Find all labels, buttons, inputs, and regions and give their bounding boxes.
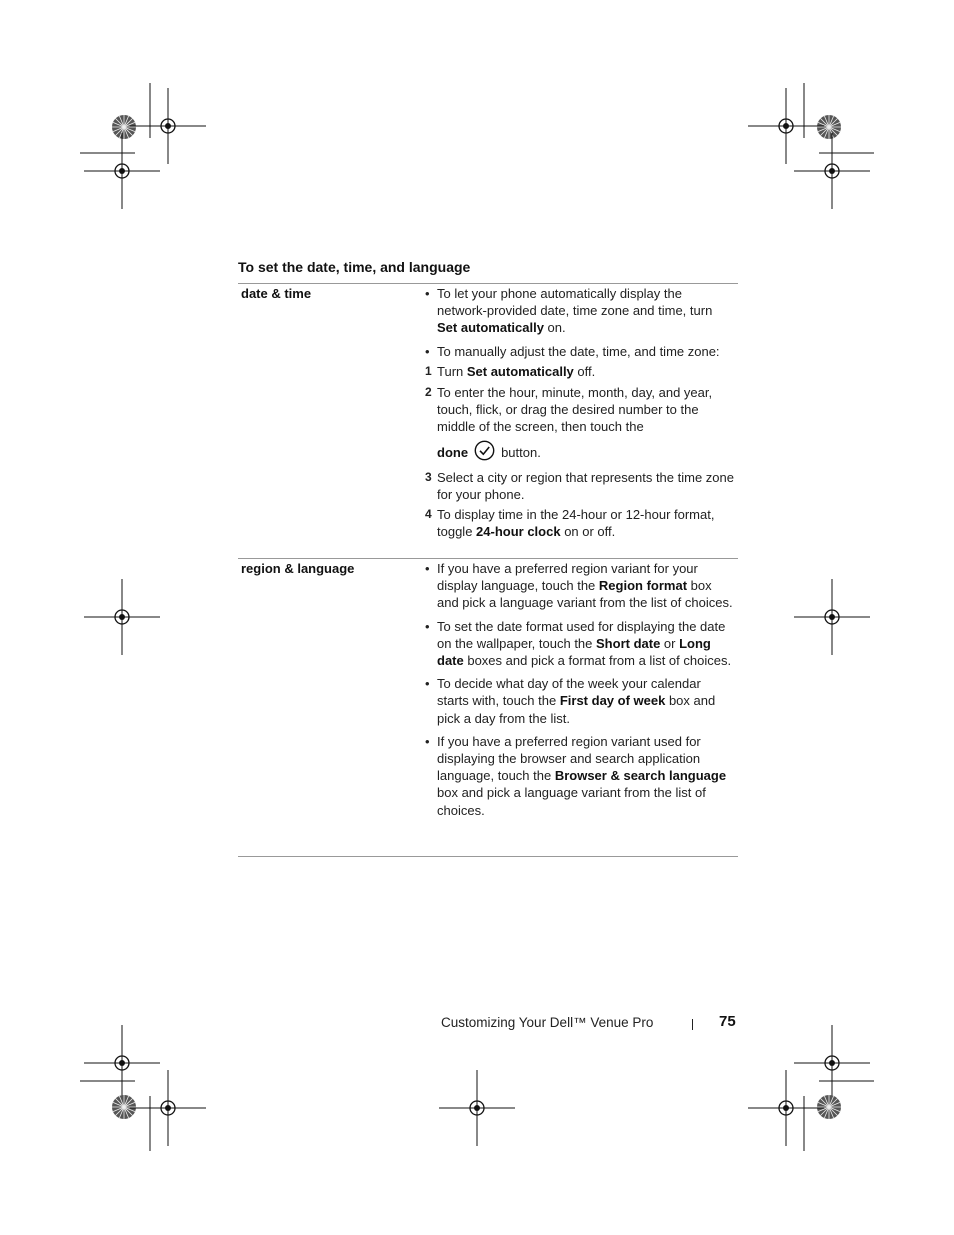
done-checkmark-icon — [474, 440, 495, 465]
table-row-region-language — [238, 558, 738, 857]
footer-divider — [692, 1019, 693, 1030]
table-row-date-time — [238, 283, 738, 558]
setting-description — [425, 284, 735, 541]
footer-section-title: Customizing Your Dell™ Venue Pro — [441, 1015, 654, 1030]
list-item: • If you have a preferred region variant for your display language, touch the Region format box and pick a language variant from the list of choices. — [425, 560, 735, 612]
step-item: 2 To enter the hour, minute, month, day, and year, touch, flick, or drag the desired number to the middle of the screen, then touch the — [425, 385, 713, 435]
list-item: • To set the date format used for displaying the date on the wallpaper, touch the Short date or Long date boxes and pick a format from a list of choices. — [425, 618, 735, 670]
step-item: 3 Select a city or region that represents the time zone for your phone. — [425, 469, 734, 503]
setting-name: region & language — [241, 561, 355, 576]
setting-name: date & time — [241, 286, 312, 301]
list-item: • To decide what day of the week your calendar starts with, touch the First day of week box and pick a day from the list. — [425, 675, 735, 727]
setting-description — [425, 559, 735, 819]
section-heading: To set the date, time, and language — [238, 259, 471, 275]
list-item: • To let your phone automatically display the network-provided date, time zone and time, turn Set automatically on. — [425, 285, 735, 337]
list-item: • If you have a preferred region variant used for displaying the browser and search application language, touch the Browser & search language box and pick a language variant from the list of choices. — [425, 733, 735, 819]
step-item: 4 To display time in the 24-hour or 12-hour format, toggle 24-hour clock on or off. — [425, 507, 715, 540]
step-item-continued: done button. — [425, 440, 735, 465]
step-item: 1 Turn Set automatically off. — [425, 363, 596, 379]
list-item: • To manually adjust the date, time, and time zone: — [425, 343, 735, 360]
settings-table — [238, 283, 738, 857]
page-number: 75 — [719, 1013, 736, 1030]
